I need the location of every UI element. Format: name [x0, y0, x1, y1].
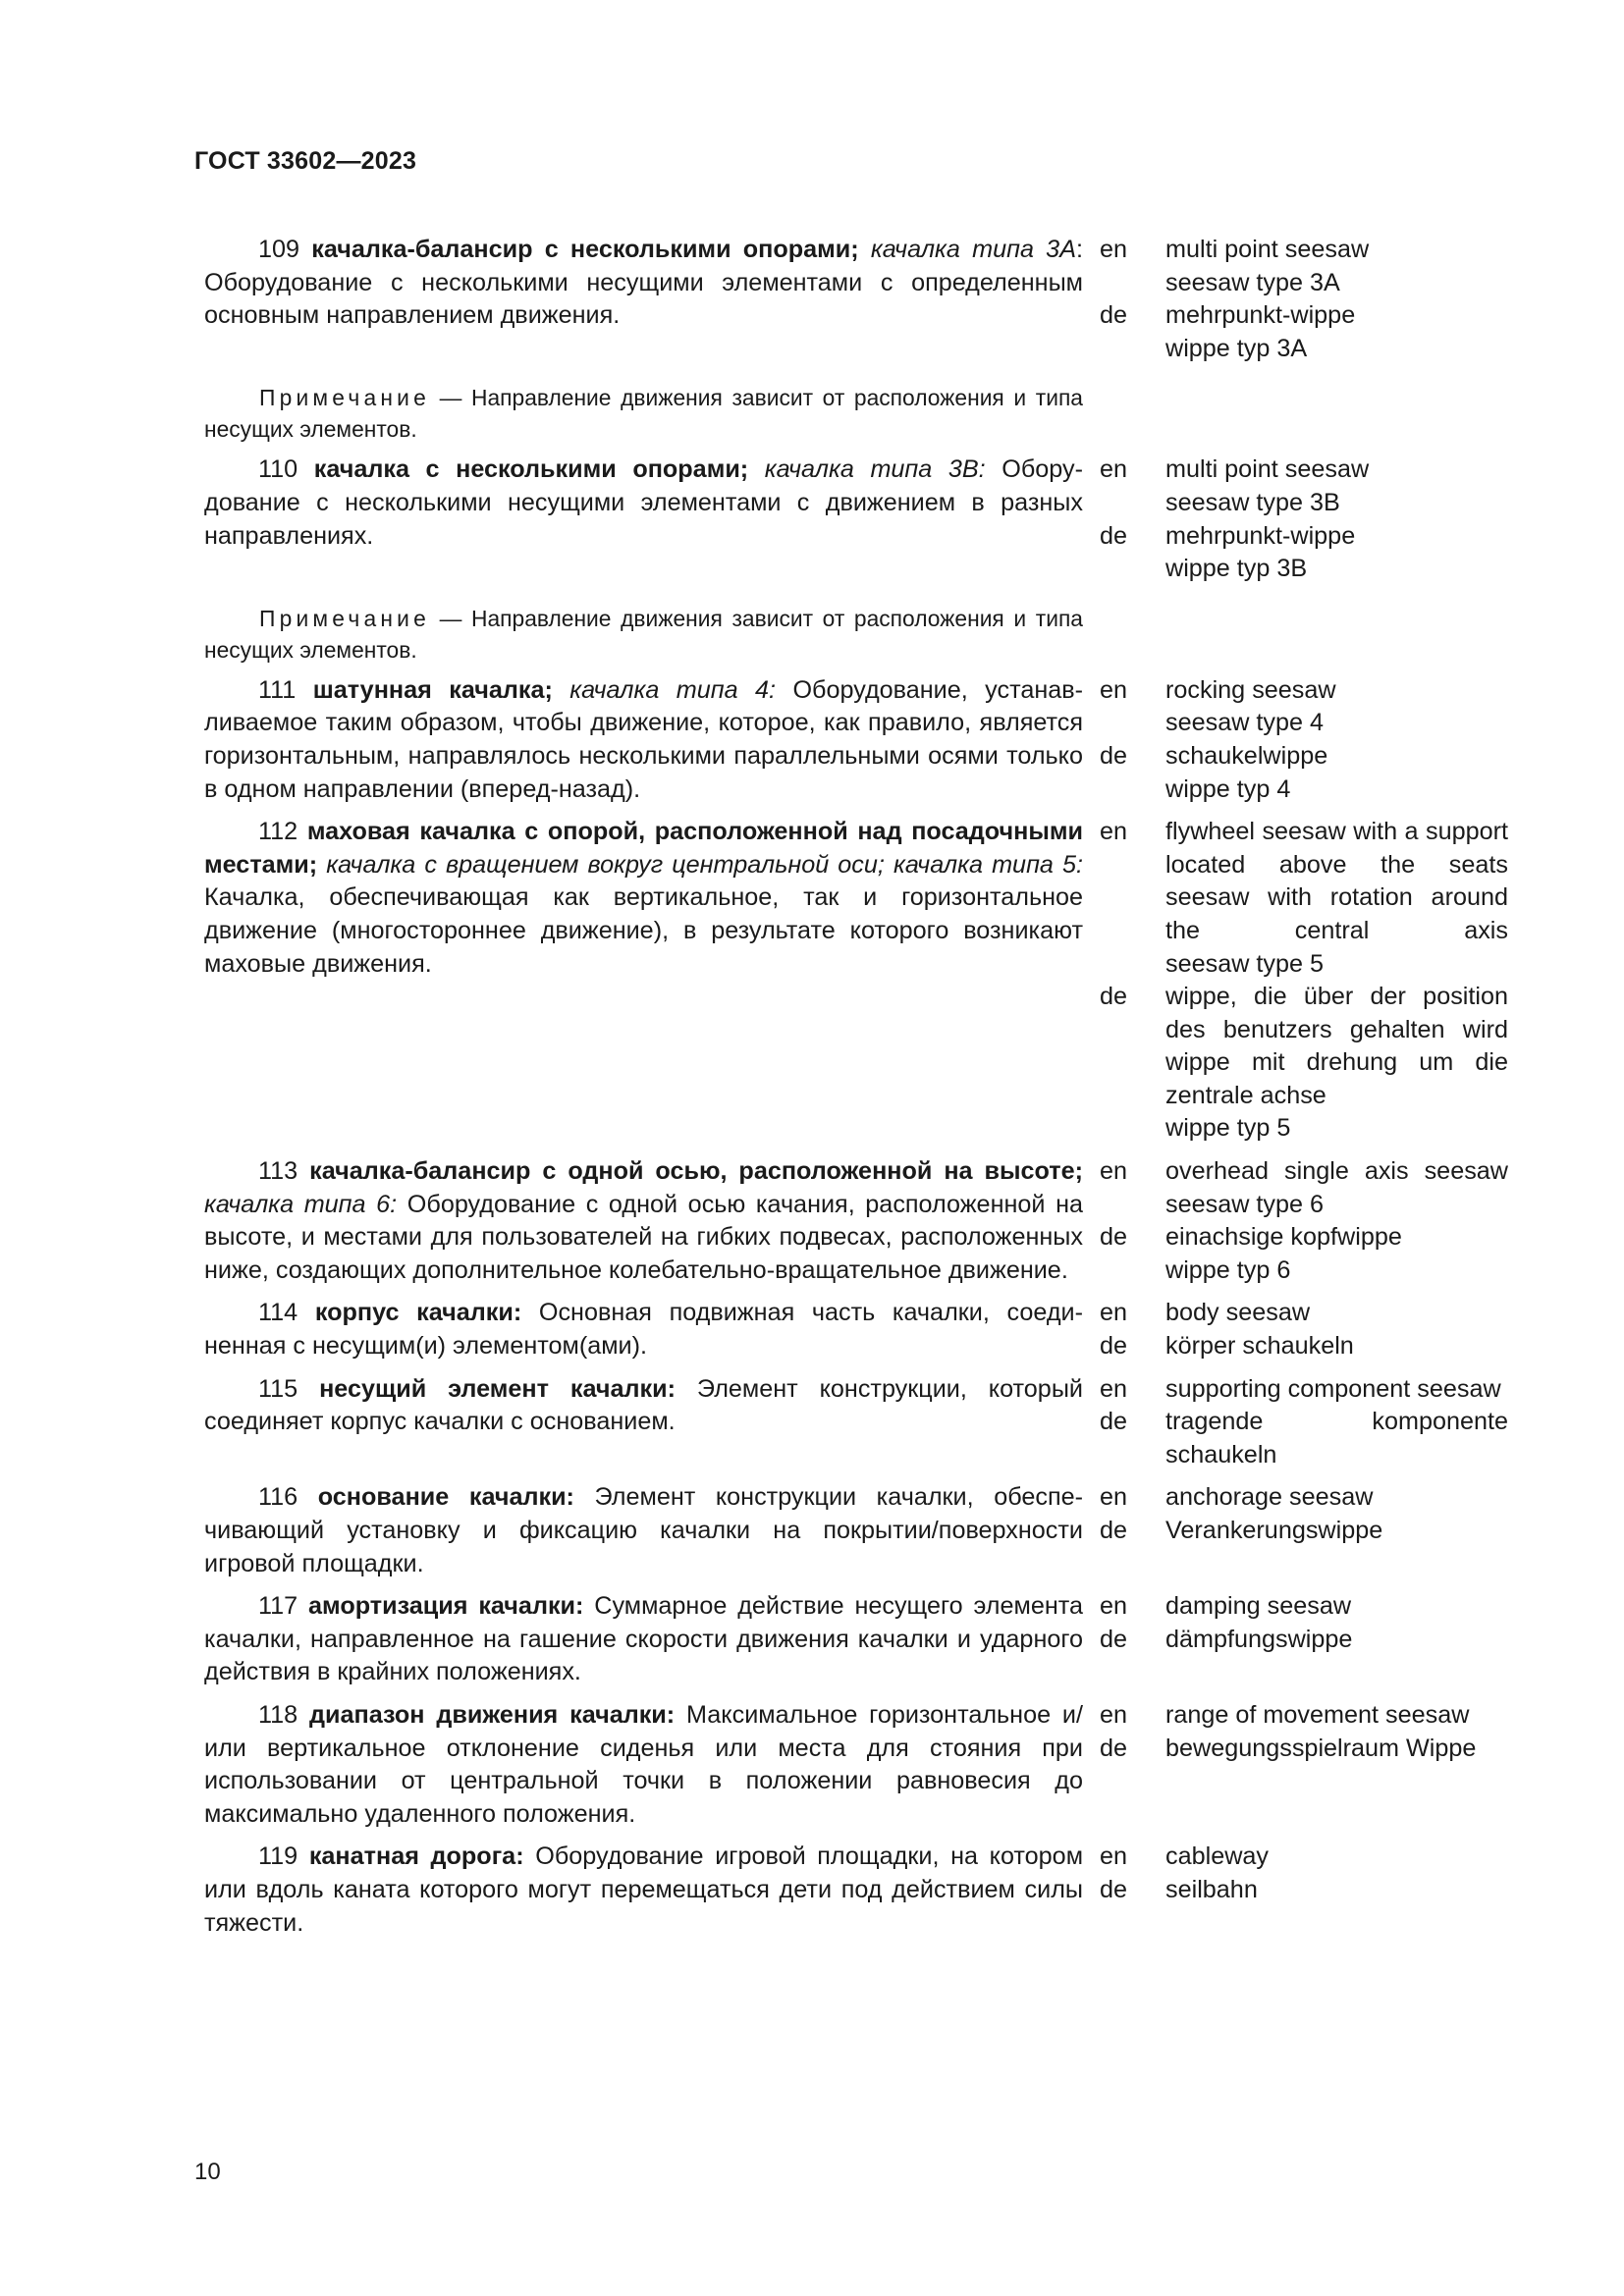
- lang-row-de: [1100, 1874, 1508, 1907]
- term-definition: Элемент конструкции, который соединяет корпус качалки с основанием.: [204, 1374, 1083, 1436]
- equivalent-term: dämpfungswippe: [1165, 1625, 1353, 1653]
- term-definition: Оборудование с одной осью качания, расположенной на высоте, и местами для пользователей на гибких подвесах, расположенных ниже, создающих дополнительное колебательно-вращательное движение.: [204, 1190, 1083, 1284]
- term-definition: Оборудование с несколькими несущими элементами с определенным основным направлением движения.: [204, 268, 1083, 330]
- equivalents-111: [1100, 674, 1508, 806]
- equivalent-term: rocking seesaw: [1165, 675, 1336, 704]
- equivalent-term: seesaw type 4: [1165, 709, 1325, 737]
- lang-code-de: de: [1100, 1625, 1128, 1653]
- term-entry-113: [204, 1155, 1508, 1287]
- equivalent-term: mehrpunkt-wippe: [1165, 521, 1356, 550]
- terms-list: [204, 234, 1508, 1940]
- note-text: — Направление движения зависит от расположения и типа несущих элементов.: [204, 605, 1083, 663]
- lang-row-en: [1100, 1841, 1508, 1874]
- lang-code-de: de: [1100, 983, 1128, 1011]
- term-definition: Максимальное горизонтальное и/или вертикальное отклонение сиденья или места для стояния при использовании от центральной точки в положении равновесия до максимально удаленного положения.: [204, 1700, 1084, 1828]
- term-entry-115: [204, 1373, 1508, 1472]
- term-entry-114: [204, 1297, 1508, 1362]
- lang-row-de: [1100, 1733, 1508, 1766]
- lang-row-de: [1100, 1624, 1508, 1657]
- term-number: 109: [258, 236, 300, 263]
- equivalent-term: cableway: [1165, 1842, 1270, 1871]
- equivalent-term: bewegungsspielraum Wippe: [1165, 1734, 1477, 1762]
- equivalent-term: wippe typ 6: [1165, 1255, 1291, 1284]
- term-entry-117: [204, 1590, 1508, 1689]
- equivalent-term: wippe, die über der position des benutzers gehalten wird wippe mit drehung um die zentrale achse: [1165, 983, 1508, 1109]
- lang-code-en: en: [1100, 1374, 1128, 1403]
- equivalent-term: seesaw type 3B: [1165, 488, 1340, 516]
- lang-row-en: [1100, 1481, 1508, 1515]
- equivalent-term: seesaw type 3A: [1165, 268, 1340, 296]
- term-name: амортизация качалки:: [308, 1592, 584, 1621]
- term-definition: Качалка, обеспечивающая как вертикальное, так и горизонтальное движение (многостороннее движение), в результате которого возникают маховые движения.: [204, 883, 1083, 978]
- term-name: шатунная качалка;: [312, 675, 553, 704]
- lang-code-de: de: [1100, 1332, 1128, 1361]
- lang-row-de: [1100, 740, 1508, 806]
- lang-code-en: en: [1100, 455, 1128, 484]
- term-entry-110: [204, 454, 1508, 585]
- lang-row-en: [1100, 454, 1508, 519]
- term-definition: Основная подвижная часть качалки, соединенная с несущим(и) элементом(ами).: [204, 1299, 1083, 1361]
- equivalent-term: wippe typ 3A: [1165, 334, 1308, 362]
- lang-row-en: [1100, 674, 1508, 740]
- equivalents-113: [1100, 1155, 1508, 1287]
- term-entry-111: [204, 674, 1508, 806]
- equivalents-109: [1100, 234, 1508, 365]
- equivalents-119: [1100, 1841, 1508, 1940]
- term-name: маховая качалка с опорой, расположенной над посадочными местами;: [204, 818, 1083, 879]
- term-entry-112: [204, 816, 1508, 1146]
- term-alt: качалка типа 3В:: [764, 455, 986, 484]
- equivalent-term: damping seesaw: [1165, 1592, 1352, 1621]
- equivalent-term: anchorage seesaw: [1165, 1483, 1374, 1512]
- term-alt: качалка типа 3А: [870, 236, 1076, 263]
- lang-code-en: en: [1100, 1483, 1128, 1512]
- lang-code-de: de: [1100, 1223, 1128, 1252]
- term-alt: качалка с вращением вокруг центральной оси; качалка типа 5:: [326, 850, 1083, 879]
- definition-115: [204, 1373, 1083, 1472]
- lang-code-de: de: [1100, 1517, 1128, 1544]
- term-name: качалка-балансир с одной осью, расположенной на высоте;: [309, 1157, 1083, 1186]
- term-number: 119: [258, 1842, 298, 1871]
- equivalents-112: [1100, 816, 1508, 1146]
- term-entry-116: [204, 1481, 1508, 1580]
- definition-110: [204, 454, 1083, 585]
- equivalent-term: schaukelwippe: [1165, 741, 1328, 770]
- term-definition: Элемент конструкции качалки, обеспечивающий установку и фиксацию качалки на покрытии/поверхности игровой площадки.: [204, 1483, 1083, 1577]
- lang-code-en: en: [1100, 1157, 1128, 1186]
- definition-118: [204, 1699, 1083, 1831]
- lang-row-en: [1100, 1699, 1508, 1733]
- term-definition: Оборудование игровой площадки, на котором или вдоль каната которого могут перемещаться дети под действием силы тяжести.: [204, 1842, 1084, 1937]
- lang-row-de: [1100, 1330, 1508, 1363]
- lang-code-de: de: [1100, 1408, 1128, 1436]
- equivalent-term: Verankerungswippe: [1165, 1517, 1383, 1544]
- equivalent-term: supporting component seesaw: [1165, 1374, 1501, 1403]
- definition-114: [204, 1297, 1083, 1362]
- term-number: 118: [258, 1700, 298, 1729]
- term-alt: качалка типа 6:: [204, 1190, 398, 1218]
- term-entry-119: [204, 1841, 1508, 1940]
- lang-row-de: [1100, 1221, 1508, 1287]
- note-label: Примечание: [259, 385, 430, 411]
- equivalent-term: flywheel seesaw with a support located above the seats: [1165, 818, 1508, 879]
- equivalents-114: [1100, 1297, 1508, 1362]
- term-name: канатная дорога:: [308, 1842, 524, 1871]
- document-code: ГОСТ 33602—2023: [194, 147, 417, 175]
- equivalent-term: overhead single axis seesaw: [1165, 1157, 1508, 1186]
- equivalent-term: seilbahn: [1165, 1875, 1258, 1903]
- term-definition: Оборудование, устанавливаемое таким образом, чтобы движение, которое, как правило, является горизонтальным, направлялось несколькими параллельными осями только в одном направлении (вперед-назад).: [204, 675, 1084, 803]
- lang-row-en: [1100, 1590, 1508, 1624]
- term-definition: Суммарное действие несущего элемента качалки, направленное на гашение скорости движения качалки и ударного действия в крайних положениях.: [204, 1592, 1084, 1686]
- term-name: основание качалки:: [317, 1483, 574, 1512]
- page-number: 10: [194, 2159, 221, 2185]
- term-number: 113: [258, 1157, 298, 1186]
- term-number: 115: [258, 1374, 298, 1403]
- term-name: диапазон движения качалки:: [309, 1700, 676, 1729]
- equivalent-term: multi point seesaw: [1165, 455, 1370, 484]
- definition-111: [204, 674, 1083, 806]
- equivalent-term: range of movement seesaw: [1165, 1700, 1470, 1729]
- definition-113: [204, 1155, 1083, 1287]
- term-alt: качалка типа 4:: [569, 675, 777, 704]
- term-entry-109: [204, 234, 1508, 365]
- equivalents-115: [1100, 1373, 1508, 1472]
- lang-code-de: de: [1100, 301, 1128, 330]
- term-definition: Оборудование с несколькими несущими элементами с движением в разных направлениях.: [204, 455, 1083, 550]
- lang-code-en: en: [1100, 1842, 1128, 1871]
- lang-row-en: [1100, 1155, 1508, 1221]
- equivalent-term: seesaw with rotation around the central axis: [1165, 883, 1508, 944]
- equivalent-term: seesaw type 5: [1165, 949, 1325, 978]
- term-number: 117: [258, 1592, 298, 1621]
- equivalents-117: [1100, 1590, 1508, 1689]
- definition-112: [204, 816, 1083, 1146]
- lang-row-de: [1100, 1515, 1508, 1548]
- equivalent-term: mehrpunkt-wippe: [1165, 301, 1356, 330]
- equivalent-term: wippe typ 4: [1165, 774, 1291, 803]
- definition-119: [204, 1841, 1083, 1940]
- note-text: — Направление движения зависит от расположения и типа несущих элементов.: [204, 385, 1083, 443]
- term-name: корпус качалки:: [314, 1299, 522, 1327]
- equivalent-term: körper schaukeln: [1165, 1332, 1354, 1361]
- lang-row-de: [1100, 299, 1508, 365]
- equivalents-110: [1100, 454, 1508, 585]
- lang-code-en: en: [1100, 1700, 1128, 1729]
- lang-row-en: [1100, 1373, 1508, 1407]
- note-label: Примечание: [259, 605, 430, 631]
- lang-code-en: en: [1100, 675, 1128, 704]
- lang-row-en: [1100, 816, 1508, 981]
- definition-117: [204, 1590, 1083, 1689]
- lang-row-en: [1100, 1297, 1508, 1330]
- lang-row-en: [1100, 234, 1508, 299]
- equivalent-term: tragende komponente schaukeln: [1165, 1408, 1508, 1468]
- term-name: несущий элемент качалки:: [319, 1374, 676, 1403]
- equivalents-118: [1100, 1699, 1508, 1831]
- term-number: 110: [258, 455, 298, 484]
- note-109: [204, 382, 1083, 445]
- equivalent-term: seesaw type 6: [1165, 1190, 1325, 1218]
- lang-row-de: [1100, 1406, 1508, 1471]
- term-number: 111: [258, 675, 297, 704]
- lang-code-de: de: [1100, 741, 1128, 770]
- lang-code-de: de: [1100, 1875, 1128, 1903]
- lang-code-de: de: [1100, 1734, 1128, 1762]
- definition-116: [204, 1481, 1083, 1580]
- term-name: качалка с несколькими опорами;: [313, 455, 749, 484]
- term-number: 112: [258, 818, 298, 846]
- equivalent-term: einachsige kopfwippe: [1165, 1223, 1402, 1252]
- equivalent-term: wippe typ 3B: [1165, 555, 1308, 583]
- lang-row-de: [1100, 981, 1508, 1146]
- equivalents-116: [1100, 1481, 1508, 1580]
- lang-code-en: en: [1100, 236, 1128, 263]
- term-name: качалка-балансир с несколькими опорами;: [311, 236, 859, 263]
- lang-code-de: de: [1100, 521, 1128, 550]
- term-number: 114: [258, 1299, 298, 1327]
- lang-code-en: en: [1100, 818, 1128, 846]
- equivalent-term: body seesaw: [1165, 1299, 1311, 1327]
- lang-row-de: [1100, 520, 1508, 586]
- equivalent-term: multi point seesaw: [1165, 236, 1370, 263]
- definition-109: 109 качалка-балансир с несколькими опорами; качалка типа 3А: Оборудование с несколькими несущими элементами с определенным основным направлением движения.: [204, 236, 1083, 330]
- lang-code-en: en: [1100, 1592, 1128, 1621]
- term-entry-118: [204, 1699, 1508, 1831]
- equivalent-term: wippe typ 5: [1165, 1114, 1291, 1143]
- lang-code-en: en: [1100, 1299, 1128, 1327]
- term-number: 116: [258, 1483, 298, 1512]
- note-110: [204, 603, 1083, 666]
